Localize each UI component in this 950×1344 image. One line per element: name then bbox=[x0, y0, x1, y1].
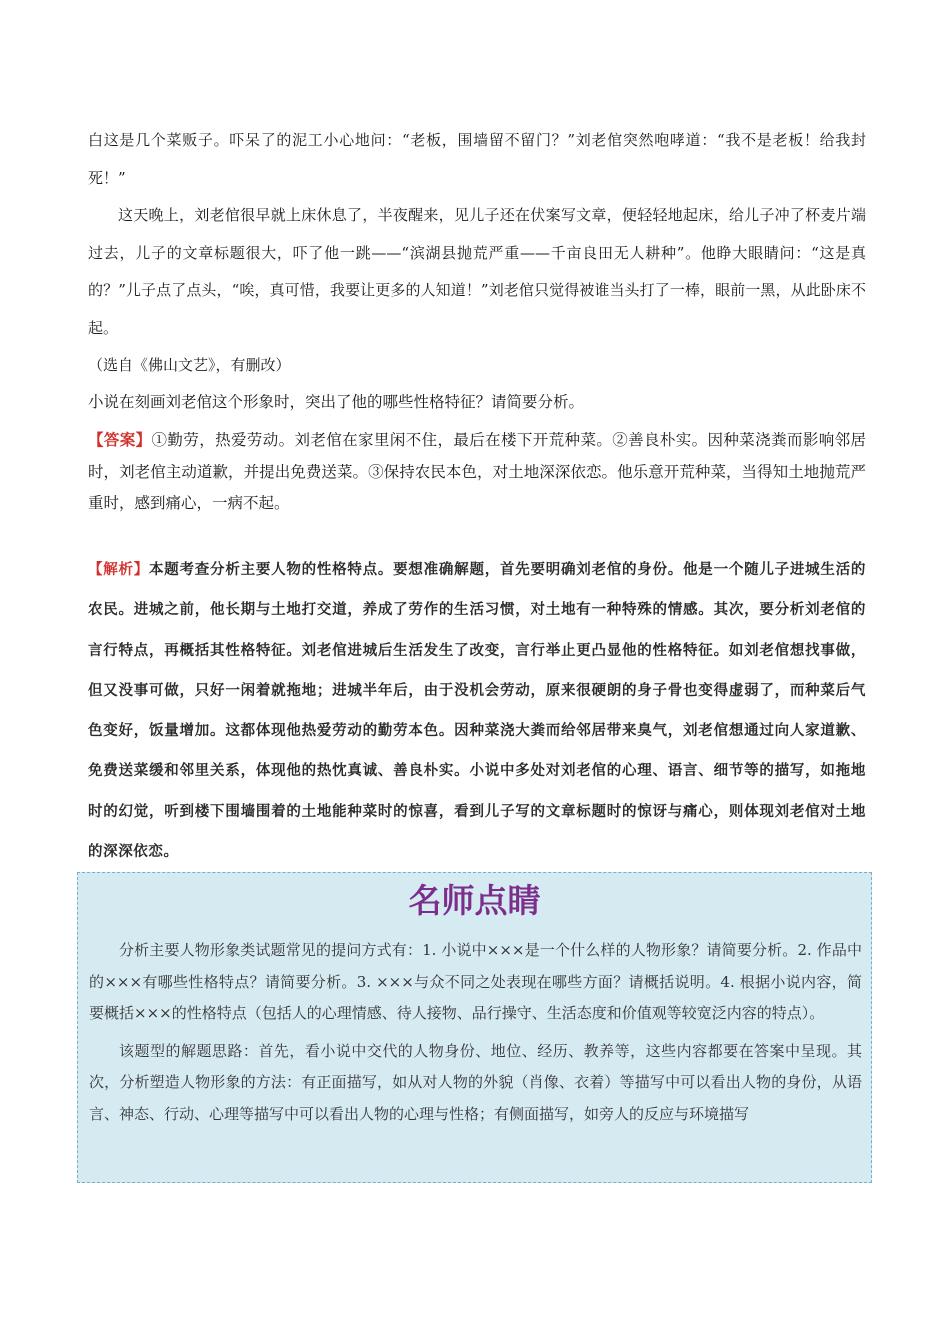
tip-body bbox=[89, 935, 862, 1136]
answer-text: ①勤劳，热爱劳动。刘老倌在家里闲不住，最后在楼下开荒种菜。②善良朴实。因种菜浇粪而影响邻居时，刘老倌主动道歉，并提出免费送菜。③保持农民本色，对土地深深依恋。他乐意开荒种菜，当得知土地抛荒严重时，感到痛心，一病不起。 bbox=[88, 431, 866, 512]
teacher-tip-box bbox=[77, 872, 872, 1183]
analysis-text: 本题考查分析主要人物的性格特点。要想准确解题，首先要明确刘老倌的身份。他是一个随儿子进城生活的农民。进城之前，他长期与土地打交道，养成了劳作的生活习惯，对土地有一种特殊的情感。其次，要分析刘老倌的言行特点，再概括其性格特征。刘老倌进城后生活发生了改变，言行举止更凸显他的性格特征。如刘老倌想找事做，但又没事可做，只好一闲着就拖地；进城半年后，由于没机会劳动，原来很硬朗的身子骨也变得虚弱了，而种菜后气色变好，饭量增加。这都体现他热爱劳动的勤劳本色。因种菜浇大粪而给邻居带来臭气，刘老倌想通过向人家道歉、免费送菜缓和邻里关系，体现他的热忱真诚、善良朴实。小说中多处对刘老倌的心理、语言、细节等的描写，如拖地时的幻觉，听到楼下围墙围着的土地能种菜时的惊喜，看到儿子写的文章标题时的惊讶与痛心，则体现刘老倌对土地的深深依恋。 bbox=[88, 561, 866, 861]
tip-title: 名师点睛 bbox=[408, 881, 541, 920]
story-paragraph-2: 这天晚上，刘老倌很早就上床休息了，半夜醒来，见儿子还在伏案写文章，便轻轻地起床，给儿子冲了杯麦片端过去，儿子的文章标题很大，吓了他一跳——“滨湖县抛荒严重——千亩良田无人耕种”。他睁大眼睛问：“这是真的？”儿子点了点头，“唉，真可惜，我要让更多的人知道！”刘老倌只觉得被谁当头打了一棒，眼前一黑，从此卧床不起。 bbox=[88, 206, 866, 337]
analysis-section bbox=[88, 550, 866, 872]
story-paragraph-1: 白这是几个菜贩子。吓呆了的泥工小心地问：“老板，围墙留不留门？”刘老倌突然咆哮道：“我不是老板！给我封死！” bbox=[88, 131, 866, 187]
answer-label: 【答案】 bbox=[88, 430, 152, 449]
tip-paragraph-2: 该题型的解题思路：首先，看小说中交代的人物身份、地位、经历、教养等，这些内容都要在答案中呈现。其次，分析塑造人物形象的方法：有正面描写，如从对人物的外貌（肖像、衣着）等描写中可以看出人物的身份，从语言、神态、行动、心理等描写中可以看出人物的心理与性格；有侧面描写，如旁人的反应与环境描写 bbox=[89, 1041, 862, 1123]
question-text: 小说在刻画刘老倌这个形象时，突出了他的哪些性格特征？请简要分析。 bbox=[88, 393, 585, 411]
answer-section bbox=[88, 424, 866, 520]
question bbox=[88, 388, 866, 416]
tip-paragraph-1: 分析主要人物形象类试题常见的提问方式有：1. 小说中×××是一个什么样的人物形象？请简要分析。2. 作品中的×××有哪些性格特点？请简要分析。3. ×××与众不同之处表现在哪些方面？请概括说明。4. 根据小说内容，简要概括×××的性格特点（包括人的心理情感、待人接物、品行操守、生活态度和价值观等较宽泛内容的特点）。 bbox=[89, 941, 862, 1022]
story-excerpt bbox=[88, 122, 866, 385]
source-citation: （选自《佛山文艺》，有删改） bbox=[88, 356, 291, 374]
analysis-label: 【解析】 bbox=[88, 561, 150, 578]
